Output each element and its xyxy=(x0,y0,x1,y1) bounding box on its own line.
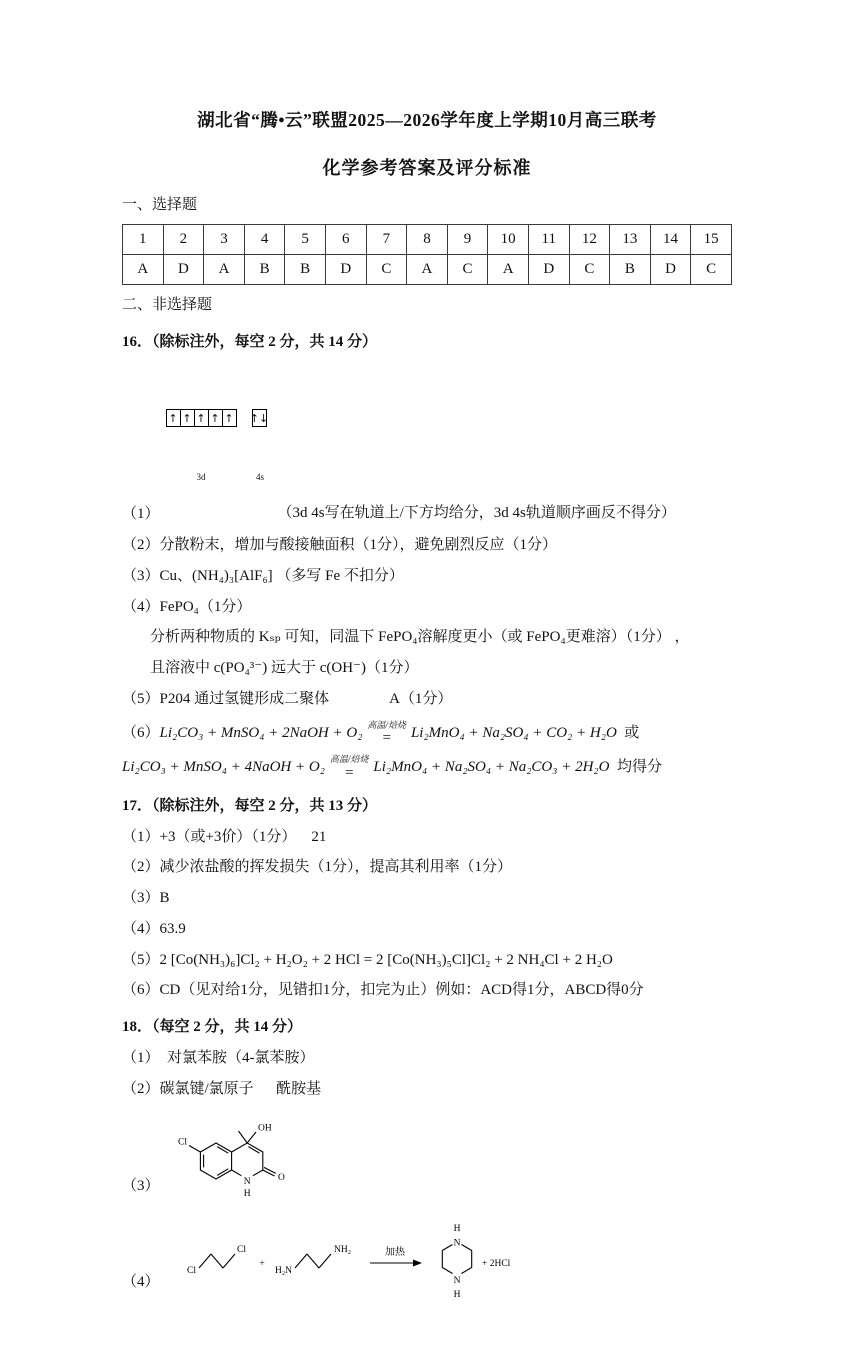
q16-item4-explain-1: 分析两种物质的 Kₛₚ 可知，同温下 FePO₄溶解度更小（或 FePO₄更难溶）（1分） ， xyxy=(150,629,690,646)
question-number-cell: 11 xyxy=(528,225,569,255)
oh-label: OH xyxy=(257,1123,272,1134)
question-number-cell: 1 xyxy=(123,225,164,255)
hcl-product-label: + 2HCl xyxy=(481,1259,510,1270)
eq1-tail: 或 xyxy=(624,724,640,741)
question-number-cell: 15 xyxy=(691,225,732,255)
nh2-label: NH₂ xyxy=(333,1245,351,1256)
cl-label-left: Cl xyxy=(186,1266,196,1277)
q16-heading xyxy=(122,332,732,354)
question-number-cell: 3 xyxy=(204,225,245,255)
eq1-right: Li₂MnO₄ + Na₂SO₄ + CO₂ + H₂O xyxy=(410,724,617,741)
q17-score-note: （除标注外，每空 2 分，共 13 分） xyxy=(152,797,378,814)
question-number-cell: 7 xyxy=(366,225,407,255)
q18-item4-number: （4） xyxy=(122,1273,160,1290)
nh-hydrogen-label: H xyxy=(243,1189,251,1200)
answer-cell: B xyxy=(244,255,285,285)
q16-item3: （3）Cu、(NH₄)₃[AlF₆] （多写 Fe 不扣分） xyxy=(122,567,404,584)
question-number-cell: 14 xyxy=(650,225,691,255)
answer-cell: C xyxy=(447,255,488,285)
plus-sign: + xyxy=(258,1259,265,1270)
oxygen-label: O xyxy=(277,1173,285,1184)
piperazine-n-bottom: N xyxy=(453,1276,460,1287)
question-number-cell: 8 xyxy=(407,225,448,255)
orbital-boxes xyxy=(166,409,268,427)
nitrogen-label: N xyxy=(243,1177,251,1188)
answer-cell: B xyxy=(610,255,651,285)
q17-item3: （3）B xyxy=(122,890,170,907)
cl-label: Cl xyxy=(177,1137,187,1148)
q18-item3-number: （3） xyxy=(122,1177,160,1194)
h2n-label: H₂N xyxy=(274,1266,292,1277)
answer-cell: A xyxy=(407,255,448,285)
piperazine-n-top: N xyxy=(453,1238,460,1249)
cl-label-right: Cl xyxy=(236,1245,246,1256)
eq2-left: Li₂CO₃ + MnSO₄ + 4NaOH + O₂ xyxy=(122,758,325,775)
orbital-labels xyxy=(166,472,268,483)
answer-cell: D xyxy=(650,255,691,285)
orbital-diagram xyxy=(166,366,268,526)
q16-item1 xyxy=(122,366,732,526)
q17-item4: （4）63.9 xyxy=(122,920,186,937)
answer-cell: C xyxy=(569,255,610,285)
q16-item6-equation-1 xyxy=(122,720,732,747)
answer-cell: C xyxy=(366,255,407,285)
answer-cell: A xyxy=(488,255,529,285)
q18-item4 xyxy=(122,1215,732,1305)
q16-item1-number: （1） xyxy=(122,506,160,523)
answer-cell: B xyxy=(285,255,326,285)
question-number-cell: 6 xyxy=(325,225,366,255)
question-number-cell: 10 xyxy=(488,225,529,255)
piperazine-h-bottom: H xyxy=(453,1290,460,1301)
answer-cell: D xyxy=(528,255,569,285)
orbital-label-3d: 3d xyxy=(196,471,206,482)
q18-number: 18． xyxy=(122,1019,153,1036)
q16-item4-explain-2: 且溶液中 c(PO₄³⁻) 远大于 c(OH⁻)（1分） xyxy=(150,660,419,677)
eq2-equals: = xyxy=(344,764,355,781)
q17-item2: （2）减少浓盐酸的挥发损失（1分），提高其利用率（1分） xyxy=(122,859,513,876)
orbital-box-3d: ↑ xyxy=(222,409,237,427)
q16-score-note: （除标注外，每空 2 分，共 14 分） xyxy=(152,333,378,350)
answer-cell: A xyxy=(204,255,245,285)
q16-item6-number: （6） xyxy=(122,724,160,741)
answer-table xyxy=(122,224,732,285)
q16-item1-note: （3d 4s写在轨道上/下方均给分，3d 4s轨道顺序画反不得分） xyxy=(277,505,676,522)
eq1-condition: 高温/焙烧 xyxy=(367,719,406,730)
section1-label: 一、选择题 xyxy=(122,197,198,214)
eq2-condition: 高温/焙烧 xyxy=(329,754,369,765)
orbital-label-4s: 4s xyxy=(256,471,265,482)
q18-item1: （1） 对氯苯胺（4-氯苯胺） xyxy=(122,1049,315,1066)
q16-item2: （2）分散粉末，增加与酸接触面积（1分），避免剧烈反应（1分） xyxy=(122,537,558,554)
q17-heading xyxy=(122,796,732,818)
eq2-right: Li₂MnO₄ + Na₂SO₄ + Na₂CO₃ + 2H₂O xyxy=(373,758,610,775)
eq2-tail: 均得分 xyxy=(616,758,662,775)
q16-item5: （5）P204 通过氢键形成二聚体 A（1分） xyxy=(122,690,453,707)
orbital-box-3d: ↑ xyxy=(208,409,223,427)
piperazine-h-top: H xyxy=(453,1224,460,1235)
q17-item5: （5）2 [Co(NH₃)₆]Cl₂ + H₂O₂ + 2 HCl = 2 [Co(NH₃)₅Cl]Cl₂ + 2 NH₄Cl + 2 H₂O xyxy=(122,951,613,968)
q17-item1: （1）+3（或+3价）（1分） 21 xyxy=(122,828,327,845)
q18-heading xyxy=(122,1017,732,1039)
orbital-box-4s: ↑↓ xyxy=(252,409,267,427)
question-number-cell: 5 xyxy=(285,225,326,255)
answer-cell: D xyxy=(325,255,366,285)
q18-item3 xyxy=(122,1109,732,1209)
question-number-cell: 9 xyxy=(447,225,488,255)
q16-item4: （4）FePO₄（1分） xyxy=(122,598,252,615)
quinolinone-structure xyxy=(174,1109,309,1209)
answer-cell: C xyxy=(691,255,732,285)
eq1-condition-sign xyxy=(367,720,406,747)
q18-score-note: （每空 2 分，共 14 分） xyxy=(152,1019,303,1036)
eq2-condition-sign xyxy=(330,754,369,781)
section2-label: 二、非选择题 xyxy=(122,297,213,314)
doc-subtitle: 化学参考答案及评分标准 xyxy=(322,158,532,179)
eq1-equals: = xyxy=(381,730,392,747)
question-number-cell: 13 xyxy=(610,225,651,255)
answer-cell: D xyxy=(163,255,204,285)
q18-item2: （2）碳氯键/氯原子 酰胺基 xyxy=(122,1080,322,1097)
question-number-cell: 12 xyxy=(569,225,610,255)
eq1-left: Li₂CO₃ + MnSO₄ + 2NaOH + O₂ xyxy=(159,724,363,741)
doc-title: 湖北省“腾•云”联盟2025—2026学年度上学期10月高三联考 xyxy=(197,110,657,130)
orbital-box-3d: ↑ xyxy=(180,409,195,427)
q16-item6-equation-2 xyxy=(122,754,732,781)
answer-cell: A xyxy=(123,255,164,285)
q16-number: 16． xyxy=(122,333,153,350)
orbital-box-3d: ↑ xyxy=(166,409,181,427)
q17-number: 17． xyxy=(122,797,153,814)
question-number-cell: 4 xyxy=(244,225,285,255)
piperazine-synthesis-reaction xyxy=(174,1215,574,1305)
heat-condition-label: 加热 xyxy=(384,1247,405,1259)
question-number-cell: 2 xyxy=(163,225,204,255)
q17-item6: （6）CD（见对给1分，见错扣1分，扣完为止）例如：ACD得1分，ABCD得0分 xyxy=(122,982,644,999)
orbital-box-3d: ↑ xyxy=(194,409,209,427)
